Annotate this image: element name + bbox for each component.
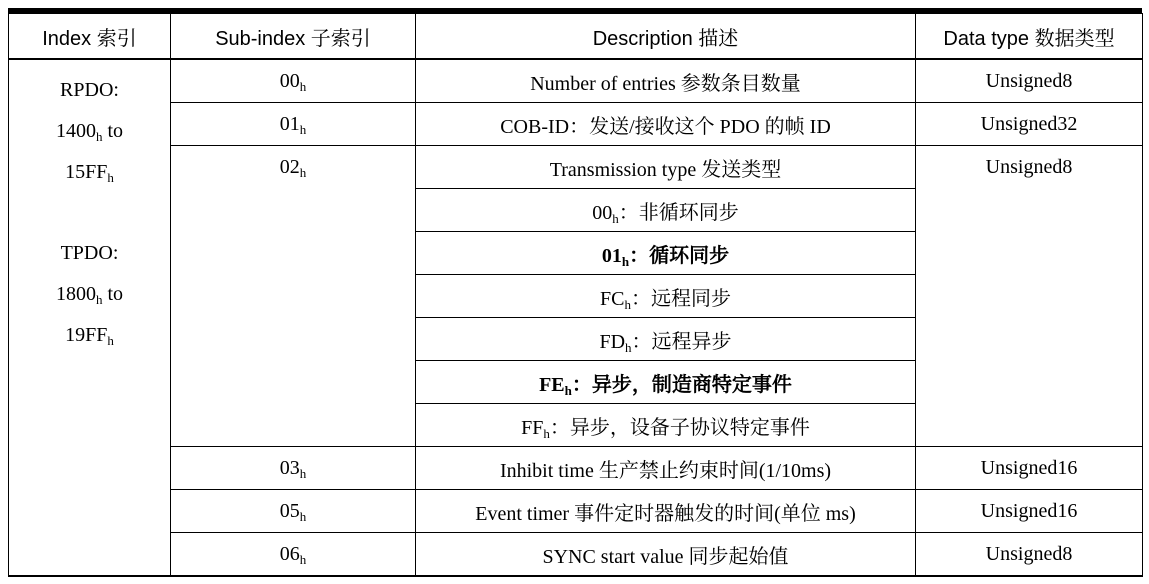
table-row — [9, 103, 1143, 146]
tpdo-end — [9, 315, 170, 356]
subindex-subscript: h — [299, 165, 307, 180]
rpdo-end — [9, 152, 170, 193]
subindex-subscript: h — [299, 551, 307, 567]
header-datatype: Data type 数据类型 — [916, 14, 1143, 60]
table-row — [9, 447, 1143, 490]
option-code: 01 — [601, 244, 622, 267]
transmission-option — [416, 232, 916, 275]
transmission-option — [416, 275, 916, 318]
tpdo-start-number: 1800 — [55, 283, 96, 305]
description-cell: Number of entries 参数条目数量 — [416, 59, 916, 103]
option-code: FC — [600, 287, 625, 310]
header-index: Index 索引 — [9, 14, 171, 60]
option-text: ：循环同步 — [629, 244, 730, 267]
description-cell: Event timer 事件定时器触发的时间(单位 ms) — [416, 490, 916, 533]
option-code-subscript: h — [612, 210, 619, 226]
description-cell: Inhibit time 生产禁止约束时间(1/10ms) — [416, 447, 916, 490]
tpdo-label: TPDO: — [60, 242, 119, 264]
tpdo-to: to — [102, 283, 124, 305]
option-text: ：异步，制造商特定事件 — [571, 373, 792, 396]
description-cell: COB-ID：发送/接收这个 PDO 的帧 ID — [416, 103, 916, 146]
pdo-parameter-table-container — [8, 8, 1142, 577]
datatype-cell: Unsigned16 — [916, 490, 1143, 533]
subindex-cell — [171, 59, 416, 103]
subindex-number: 06 — [279, 542, 300, 565]
table-row — [9, 59, 1143, 103]
table-row — [9, 146, 1143, 189]
table-header-row — [9, 14, 1143, 60]
transmission-option — [416, 189, 916, 232]
datatype-cell: Unsigned8 — [916, 59, 1143, 103]
option-text: ：远程同步 — [630, 287, 731, 310]
option-code-subscript: h — [625, 339, 632, 355]
subindex-subscript: h — [299, 508, 307, 524]
header-subindex: Sub-index 子索引 — [171, 14, 416, 60]
transmission-option — [416, 361, 916, 404]
subindex-number: 03 — [279, 456, 300, 479]
tpdo-end-number: 19FF — [65, 324, 108, 346]
subindex-number: 01 — [279, 112, 300, 135]
option-code-subscript: h — [624, 296, 631, 312]
subindex-cell — [171, 490, 416, 533]
rpdo-to: to — [102, 120, 124, 142]
rpdo-end-subscript: h — [107, 170, 114, 185]
datatype-cell: Unsigned16 — [916, 447, 1143, 490]
rpdo-end-number: 15FF — [65, 161, 108, 183]
table-row — [9, 490, 1143, 533]
table-row — [9, 533, 1143, 577]
tpdo-start — [9, 274, 170, 315]
option-code-subscript: h — [564, 382, 572, 398]
subindex-subscript: h — [299, 465, 307, 481]
subindex-cell — [171, 447, 416, 490]
header-description: Description 描述 — [416, 14, 916, 60]
subindex-cell — [171, 533, 416, 577]
transmission-option — [416, 404, 916, 447]
option-text: ：远程异步 — [631, 330, 732, 353]
option-code: FE — [539, 373, 565, 396]
tpdo-start-subscript: h — [95, 292, 103, 307]
rpdo-start-subscript: h — [95, 129, 103, 144]
option-code-subscript: h — [621, 253, 630, 269]
rpdo-start — [9, 111, 170, 152]
option-code: FD — [599, 330, 626, 353]
subindex-cell — [171, 103, 416, 146]
option-code: 00 — [592, 201, 613, 224]
rpdo-label: RPDO: — [60, 79, 119, 101]
subindex-cell — [171, 146, 416, 447]
option-text: ：非循环同步 — [618, 201, 739, 224]
subindex-subscript: h — [299, 121, 307, 137]
tpdo-end-subscript: h — [107, 333, 114, 348]
index-cell — [9, 59, 171, 576]
option-text: ：异步，设备子协议特定事件 — [549, 416, 810, 439]
transmission-option — [416, 318, 916, 361]
datatype-cell: Unsigned8 — [916, 533, 1143, 577]
option-code-subscript: h — [543, 425, 550, 441]
datatype-cell: Unsigned32 — [916, 103, 1143, 146]
transmission-type-title: Transmission type 发送类型 — [416, 146, 916, 189]
subindex-number: 05 — [279, 499, 300, 522]
description-cell: SYNC start value 同步起始值 — [416, 533, 916, 577]
subindex-number: 02 — [279, 156, 300, 178]
pdo-parameter-table — [8, 13, 1143, 577]
option-code: FF — [521, 416, 544, 439]
rpdo-start-number: 1400 — [55, 120, 96, 142]
subindex-subscript: h — [299, 78, 307, 94]
datatype-cell: Unsigned8 — [916, 146, 1143, 447]
subindex-number: 00 — [279, 69, 300, 92]
